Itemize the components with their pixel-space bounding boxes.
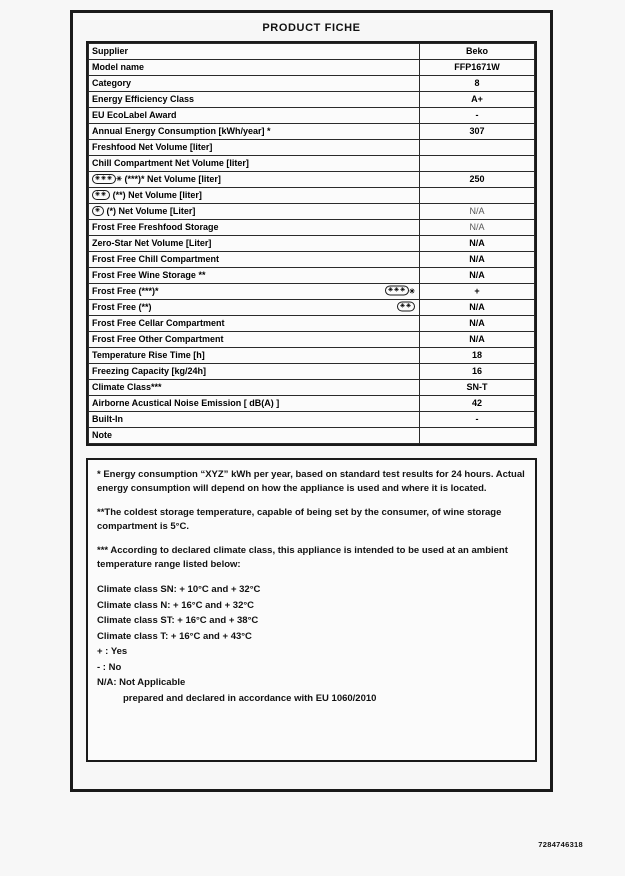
spec-value-cell xyxy=(420,140,535,156)
star-rating-box-3: ✳✳✳ xyxy=(385,286,409,296)
spec-label-cell xyxy=(89,188,420,204)
spec-label-text: Frost Free (***)* xyxy=(92,286,159,296)
spec-label-cell xyxy=(89,252,420,268)
spec-label-text: Zero-Star Net Volume [Liter] xyxy=(92,238,212,248)
table-row xyxy=(89,316,535,332)
table-row xyxy=(89,76,535,92)
table-row xyxy=(89,188,535,204)
legend-line: + : Yes xyxy=(97,646,128,657)
spec-label-text: Temperature Rise Time [h] xyxy=(92,350,205,360)
spec-value-cell: 8 xyxy=(420,76,535,92)
spec-label-cell xyxy=(89,140,420,156)
spec-label-text: Supplier xyxy=(92,46,129,56)
spec-value-cell: N/A xyxy=(420,316,535,332)
table-row xyxy=(89,108,535,124)
table-row xyxy=(89,380,535,396)
row-star-marker xyxy=(397,302,415,313)
spec-value-cell: - xyxy=(420,412,535,428)
note-row xyxy=(89,428,535,444)
spec-label-text: Category xyxy=(92,78,132,88)
spec-label-cell xyxy=(89,124,420,140)
spec-label-text: Energy Efficiency Class xyxy=(92,94,195,104)
spec-label-cell xyxy=(89,204,420,220)
spec-label-cell xyxy=(89,332,420,348)
spec-label-text: Freshfood Net Volume [liter] xyxy=(92,142,213,152)
table-row xyxy=(89,44,535,60)
footnote-paragraph: *** According to declared climate class, this appliance is intended to be used at an ambient temperature range listed below: xyxy=(97,545,508,570)
spec-value-cell: - xyxy=(420,108,535,124)
star-rating-box-2: ✳✳ xyxy=(397,302,415,312)
spec-label-cell xyxy=(89,76,420,92)
table-row xyxy=(89,268,535,284)
table-row xyxy=(89,220,535,236)
page-title: PRODUCT FICHE xyxy=(262,22,361,34)
spec-label-cell xyxy=(89,412,420,428)
spec-value-cell: FFP1671W xyxy=(420,60,535,76)
spec-value-cell: + xyxy=(420,284,535,300)
footnotes-body xyxy=(97,468,526,706)
table-row xyxy=(89,92,535,108)
row-star-marker xyxy=(385,286,415,297)
spec-label-text: Frost Free Freshfood Storage xyxy=(92,222,219,232)
spec-label-cell xyxy=(89,380,420,396)
spec-value-cell: N/A xyxy=(420,300,535,316)
spec-label-text: Frost Free Chill Compartment xyxy=(92,254,220,264)
table-row xyxy=(89,284,535,300)
spec-value-cell: N/A xyxy=(420,236,535,252)
table-row xyxy=(89,252,535,268)
trailing-star-icon: ✳ xyxy=(116,176,122,184)
star-rating-box-1: ✳ xyxy=(92,206,104,216)
declaration-line: prepared and declared in accordance with EU 1060/2010 xyxy=(123,692,377,704)
spec-label-cell xyxy=(89,156,420,172)
spec-label-cell xyxy=(89,348,420,364)
table-row xyxy=(89,156,535,172)
spec-value-cell: N/A xyxy=(420,204,535,220)
spec-label-text: Annual Energy Consumption [kWh/year] * xyxy=(92,126,271,136)
spec-label-text: EU EcoLabel Award xyxy=(92,110,177,120)
spec-label-text: Built-In xyxy=(92,414,123,424)
table-row xyxy=(89,348,535,364)
spec-value-cell: N/A xyxy=(420,220,535,236)
climate-class-line: Climate class T: + 16°C and + 43°C xyxy=(97,630,252,642)
climate-class-line: Climate class ST: + 16°C and + 38°C xyxy=(97,615,259,626)
climate-class-line: Climate class N: + 16°C and + 32°C xyxy=(97,599,255,611)
table-row xyxy=(89,172,535,188)
trailing-star-icon: ✳ xyxy=(409,288,415,296)
spec-label-cell xyxy=(89,92,420,108)
spec-value-cell: N/A xyxy=(420,268,535,284)
table-row xyxy=(89,236,535,252)
product-fiche-table xyxy=(88,43,535,444)
legend-line: N/A: Not Applicable xyxy=(97,677,186,688)
spec-label-cell xyxy=(89,364,420,380)
spec-value-cell: 18 xyxy=(420,348,535,364)
spec-label-text: Model name xyxy=(92,62,145,72)
spec-value-cell: Beko xyxy=(420,44,535,60)
table-row xyxy=(89,60,535,76)
footnotes-container xyxy=(86,458,537,762)
spec-label-cell xyxy=(89,220,420,236)
spec-value-cell: 16 xyxy=(420,364,535,380)
spec-value-cell: 250 xyxy=(420,172,535,188)
table-row xyxy=(89,140,535,156)
spec-label-text: Frost Free Wine Storage ** xyxy=(92,270,206,280)
note-value-cell[interactable] xyxy=(420,428,535,444)
document-page-frame xyxy=(70,10,553,792)
spec-label-text: Chill Compartment Net Volume [liter] xyxy=(92,158,249,168)
spec-label-cell xyxy=(89,108,420,124)
spec-value-cell: N/A xyxy=(420,332,535,348)
reference-number: 7284746318 xyxy=(538,840,583,849)
spec-value-cell xyxy=(420,188,535,204)
product-fiche-table-container xyxy=(86,41,537,446)
star-rating-box-3: ✳✳✳ xyxy=(92,174,116,184)
spec-label-text: (*) Net Volume [Liter] xyxy=(106,206,196,216)
spec-label-text: Frost Free Other Compartment xyxy=(92,334,224,344)
climate-class-line: Climate class SN: + 10°C and + 32°C xyxy=(97,584,261,595)
product-fiche-table-body xyxy=(89,44,535,444)
spec-label-cell xyxy=(89,300,420,316)
note-label-cell: Note xyxy=(89,428,420,444)
spec-label-cell xyxy=(89,60,420,76)
legend-line: - : No xyxy=(97,661,122,673)
spec-label-cell xyxy=(89,44,420,60)
table-row xyxy=(89,300,535,316)
spec-label-text: Freezing Capacity [kg/24h] xyxy=(92,366,207,376)
spec-label-cell xyxy=(89,172,420,188)
star-rating-box-2: ✳✳ xyxy=(92,190,110,200)
footnote-paragraph: **The coldest storage temperature, capable of being set by the consumer, of wine storage compartment is 5°C. xyxy=(97,507,502,532)
spec-value-cell: N/A xyxy=(420,252,535,268)
spec-value-cell: 307 xyxy=(420,124,535,140)
footnote-paragraph: * Energy consumption “XYZ” kWh per year, based on standard test results for 24 hours. Actual energy consumption will depend on how the appliance is used and where it is located. xyxy=(97,469,525,494)
spec-value-cell xyxy=(420,156,535,172)
spec-label-text: Frost Free Cellar Compartment xyxy=(92,318,225,328)
spec-label-text: Frost Free (**) xyxy=(92,302,152,312)
table-row xyxy=(89,332,535,348)
table-row xyxy=(89,124,535,140)
spec-value-cell: SN-T xyxy=(420,380,535,396)
table-row xyxy=(89,396,535,412)
spec-label-text: Climate Class*** xyxy=(92,382,162,392)
spec-label-cell xyxy=(89,316,420,332)
spec-label-cell xyxy=(89,284,420,300)
spec-label-cell xyxy=(89,268,420,284)
table-row xyxy=(89,412,535,428)
spec-value-cell: A+ xyxy=(420,92,535,108)
spec-value-cell: 42 xyxy=(420,396,535,412)
spec-label-cell xyxy=(89,236,420,252)
spec-label-text: (***)* Net Volume [liter] xyxy=(124,173,221,184)
table-row xyxy=(89,364,535,380)
spec-label-text: Airborne Acustical Noise Emission [ dB(A) ] xyxy=(92,398,280,408)
spec-label-text: (**) Net Volume [liter] xyxy=(112,190,202,200)
spec-label-cell xyxy=(89,396,420,412)
table-row xyxy=(89,204,535,220)
